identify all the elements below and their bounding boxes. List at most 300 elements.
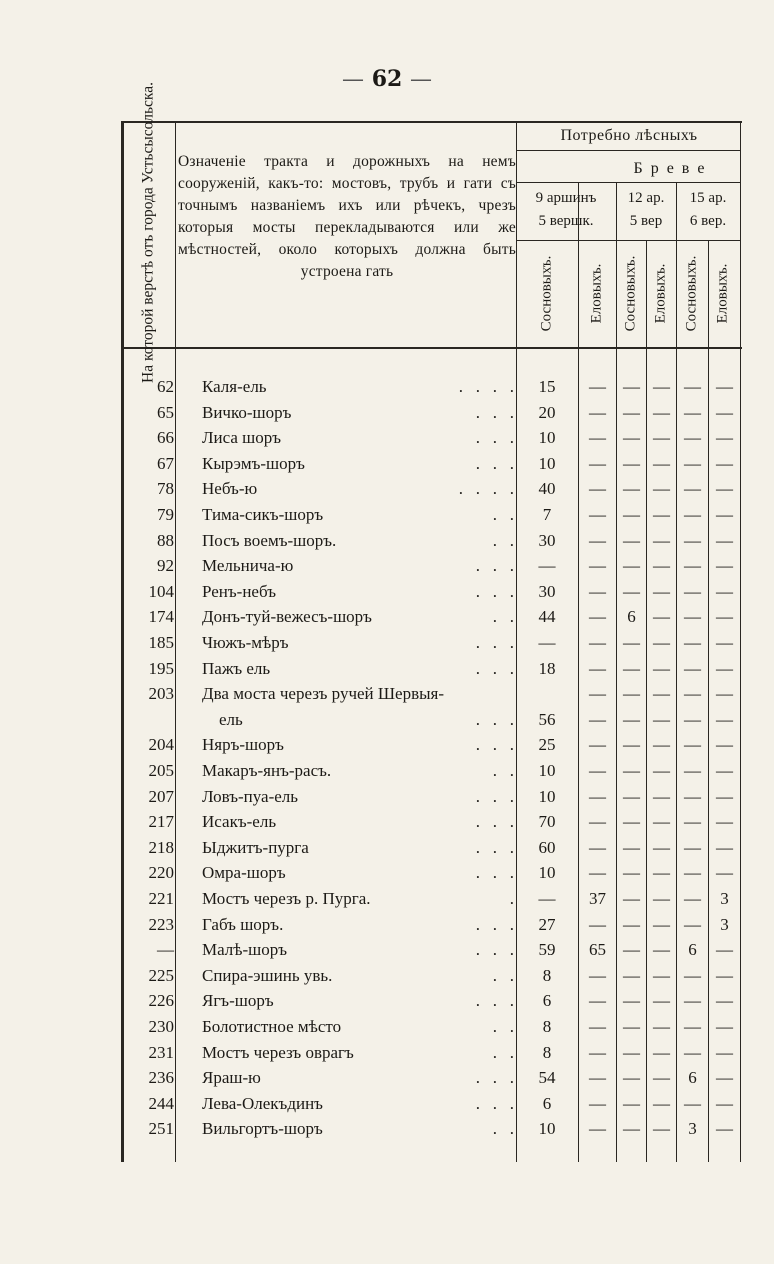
row-verst: 66: [157, 428, 174, 448]
row-value-col-6: —: [716, 940, 733, 960]
row-value-col-3: —: [623, 914, 640, 934]
row-name: Ыджитъ-пурга: [202, 837, 309, 857]
row-leader-dots: . . .: [475, 581, 514, 601]
row-value-col-2: —: [589, 735, 606, 755]
row-value-col-5: —: [684, 965, 701, 985]
table-row: [0, 784, 774, 810]
row-value-col-4: —: [653, 1042, 670, 1062]
table-row: [0, 1040, 774, 1066]
row-name: Мостъ черезъ оврагъ: [202, 1042, 354, 1062]
row-value-col-6: —: [716, 1068, 733, 1088]
row-value-col-4: —: [653, 1093, 670, 1113]
row-leader-dots: . . .: [475, 940, 514, 960]
row-verst: 226: [148, 991, 174, 1011]
row-value-col-4: —: [653, 1119, 670, 1139]
row-value-col-4: —: [653, 940, 670, 960]
row-value-col-2: —: [589, 1068, 606, 1088]
row-value-col-6: —: [716, 812, 733, 832]
row-value-col-4: —: [653, 863, 670, 883]
row-value-col-4: —: [653, 581, 670, 601]
row-value-col-3: —: [623, 479, 640, 499]
row-value-col-5: —: [684, 607, 701, 627]
row-value-col-6: 3: [720, 914, 729, 934]
row-name: Мостъ черезъ р. Пурга.: [202, 889, 371, 908]
row-value-col-5: —: [684, 914, 701, 934]
row-value-col-6: —: [716, 556, 733, 576]
row-value-col-3: —: [623, 505, 640, 524]
table-row: [0, 476, 774, 502]
row-value-col-2: —: [589, 505, 606, 524]
table-row: [0, 502, 774, 528]
row-leader-dots: . .: [492, 530, 514, 550]
header-pine-2: Сосновыхъ.: [622, 255, 639, 332]
row-value-col-6: —: [716, 1119, 733, 1139]
row-verst: 174: [148, 607, 174, 627]
row-value-col-3: —: [623, 786, 640, 806]
row-leader-dots: . . .: [475, 1093, 514, 1113]
row-value-col-6: —: [716, 863, 733, 883]
header-description: Означеніе тракта и дорожныхъ на немъ сооруженій, какъ-то: мостовъ, трубъ и гати съ точнымъ названіемъ ихъ или рѣчекъ, чрезъ которыя мосты перекладываются или же мѣстностей, около которыхъ должна быть устроена гать: [178, 153, 516, 280]
header-verst: На которой верстѣ отъ города Устьсысольска.: [139, 82, 157, 383]
row-verst: 217: [148, 812, 174, 832]
row-value-col-4: —: [653, 479, 670, 499]
row-value-col-1: 54: [538, 1068, 556, 1088]
row-value-col-1: 6: [542, 1093, 552, 1113]
row-value-col-5: —: [684, 428, 701, 448]
row-value-col-2: —: [589, 1093, 606, 1113]
row-value-col-6: —: [716, 607, 733, 627]
row-verst: 223: [148, 914, 174, 934]
row-name: Исакъ-ель: [202, 812, 277, 832]
row-verst: 65: [157, 402, 174, 422]
row-value-col-2: —: [589, 914, 606, 934]
row-name: Небъ-ю: [202, 479, 258, 499]
row-value-col-5: —: [684, 837, 701, 857]
row-leader-dots: . .: [492, 1042, 514, 1062]
row-name: Вильгортъ-шоръ: [202, 1119, 323, 1139]
row-name: Няръ-шоръ: [202, 735, 284, 755]
row-name: Тима-сикъ-шоръ: [202, 505, 324, 524]
row-value-col-1: 30: [538, 530, 556, 550]
row-value-col-3: —: [623, 812, 640, 832]
row-value-col-5: —: [684, 889, 701, 908]
row-leader-dots: . . .: [475, 837, 514, 857]
row-value-col-6: —: [716, 453, 733, 473]
header-size1-top: 9 аршинъ: [535, 190, 597, 206]
table-row: [0, 553, 774, 579]
row-value-col-1: 59: [538, 940, 556, 960]
row-verst: 203: [148, 684, 174, 704]
row-verst: 225: [148, 965, 174, 985]
hdr-line-needed: [516, 150, 741, 151]
header-size2-top: 12 ар.: [627, 190, 665, 206]
row-leader-dots: . . .: [475, 453, 514, 473]
row-value-col-5: —: [684, 684, 701, 704]
row-name: Пажъ ель: [202, 658, 271, 678]
table-row: [0, 707, 774, 733]
row-leader-dots: . . . .: [458, 479, 514, 499]
table-row: [0, 1014, 774, 1040]
row-value-col-2: —: [589, 633, 606, 652]
row-name: Вичко-шоръ: [202, 402, 292, 422]
row-value-col-5: —: [684, 453, 701, 473]
row-value-col-3: —: [623, 1119, 640, 1139]
row-value-col-3: —: [623, 530, 640, 550]
row-leader-dots: . .: [492, 761, 514, 780]
row-verst: 78: [157, 479, 174, 499]
row-value-col-2: —: [589, 684, 606, 704]
row-verst: 104: [148, 581, 174, 601]
table-row: [0, 758, 774, 784]
table-row: [0, 604, 774, 630]
row-value-col-5: 6: [688, 1068, 697, 1088]
row-verst: 231: [148, 1042, 174, 1062]
row-name: Яраш-ю: [202, 1068, 261, 1088]
header-size1-bottom: 5 вершк.: [538, 213, 594, 229]
row-value-col-2: —: [589, 1119, 606, 1139]
row-value-col-3: —: [623, 889, 640, 908]
row-value-col-1: 7: [542, 505, 552, 524]
row-name: Ренъ-небъ: [202, 581, 276, 601]
row-verst: 221: [148, 889, 174, 908]
row-value-col-1: 70: [538, 812, 556, 832]
row-value-col-6: —: [716, 581, 733, 601]
row-name: Габъ шоръ.: [202, 914, 284, 934]
row-value-col-4: —: [653, 633, 670, 652]
row-value-col-4: —: [653, 991, 670, 1011]
table-row: [0, 860, 774, 886]
row-value-col-2: —: [589, 607, 606, 627]
row-value-col-5: —: [684, 812, 701, 832]
row-value-col-6: —: [716, 633, 733, 652]
row-value-col-6: —: [716, 402, 733, 422]
row-value-col-2: —: [589, 761, 606, 780]
table-row: [0, 912, 774, 938]
table-row: [0, 886, 774, 912]
row-leader-dots: . .: [492, 505, 514, 524]
row-value-col-4: —: [653, 761, 670, 780]
row-value-col-2: —: [589, 453, 606, 473]
header-size2-bottom: 5 вер: [629, 213, 663, 229]
row-value-col-1: 18: [538, 658, 556, 678]
table-row: [0, 681, 774, 707]
row-value-col-3: —: [623, 428, 640, 448]
row-value-col-2: —: [589, 428, 606, 448]
row-value-col-3: —: [623, 837, 640, 857]
row-value-col-1: 60: [538, 837, 556, 857]
table-top-border: [121, 121, 742, 123]
hdr-line-logs: [516, 182, 741, 183]
table-row: [0, 732, 774, 758]
row-name: Мельнича-ю: [202, 556, 294, 576]
row-name: Болотистное мѣсто: [202, 1017, 342, 1036]
row-value-col-6: —: [716, 428, 733, 448]
row-leader-dots: . . .: [475, 402, 514, 422]
row-value-col-1: 10: [538, 761, 556, 780]
row-value-col-1: 20: [538, 402, 556, 422]
row-value-col-1: 56: [538, 709, 556, 729]
row-value-col-4: —: [653, 530, 670, 550]
row-value-col-3: —: [623, 377, 640, 396]
row-leader-dots: . .: [492, 965, 514, 985]
table-row: [0, 1091, 774, 1117]
row-value-col-6: —: [716, 786, 733, 806]
table-row: [0, 656, 774, 682]
table-row: [0, 630, 774, 656]
row-value-col-1: 6: [542, 991, 552, 1011]
row-value-col-4: —: [653, 658, 670, 678]
row-leader-dots: .: [509, 889, 514, 908]
row-value-col-3: —: [623, 735, 640, 755]
row-value-col-2: —: [589, 837, 606, 857]
row-value-col-1: 10: [538, 453, 556, 473]
row-value-col-2: —: [589, 530, 606, 550]
row-value-col-3: —: [623, 1093, 640, 1113]
row-value-col-1: 8: [542, 1017, 552, 1036]
row-name: Спира-эшинь увь.: [202, 965, 333, 985]
row-verst: 236: [148, 1068, 174, 1088]
row-value-col-6: —: [716, 1093, 733, 1113]
row-value-col-2: —: [589, 377, 606, 396]
row-value-col-3: —: [623, 633, 640, 652]
row-value-col-1: [518, 681, 576, 707]
row-value-col-6: —: [716, 1017, 733, 1036]
row-value-col-5: —: [684, 658, 701, 678]
row-value-col-1: —: [538, 556, 556, 576]
row-verst: 244: [148, 1093, 174, 1113]
row-value-col-4: —: [653, 914, 670, 934]
row-value-col-2: —: [589, 1017, 606, 1036]
row-leader-dots: . . . .: [458, 377, 514, 396]
row-value-col-6: —: [716, 965, 733, 985]
row-value-col-6: —: [716, 505, 733, 524]
row-value-col-3: —: [623, 658, 640, 678]
row-value-col-1: 8: [542, 1042, 552, 1062]
row-value-col-5: —: [684, 1017, 701, 1036]
row-value-col-1: 8: [542, 965, 552, 985]
row-value-col-3: —: [623, 1068, 640, 1088]
row-verst: 251: [148, 1119, 174, 1139]
page-number: [0, 66, 774, 92]
row-value-col-1: —: [538, 889, 556, 908]
row-verst: —: [157, 940, 174, 960]
table-row: [0, 1065, 774, 1091]
row-value-col-3: —: [623, 684, 640, 704]
table-row: [0, 374, 774, 400]
row-value-col-5: —: [684, 530, 701, 550]
row-value-col-4: —: [653, 607, 670, 627]
row-leader-dots: . .: [492, 1119, 514, 1139]
row-value-col-3: —: [623, 940, 640, 960]
row-value-col-1: 10: [538, 786, 556, 806]
row-verst: 195: [148, 658, 174, 678]
header-size3-top: 15 ар.: [689, 190, 727, 206]
row-value-col-1: 10: [538, 428, 556, 448]
row-leader-dots: . . .: [475, 914, 514, 934]
header-pine-1: Сосновыхъ.: [538, 255, 555, 332]
row-leader-dots: . . .: [475, 863, 514, 883]
row-value-col-3: —: [623, 991, 640, 1011]
row-value-col-2: —: [589, 1042, 606, 1062]
page-number-dash-right: —: [409, 67, 432, 92]
row-value-col-2: —: [589, 581, 606, 601]
row-leader-dots: . . .: [475, 1068, 514, 1088]
row-value-col-4: —: [653, 377, 670, 396]
table-row: [0, 937, 774, 963]
row-value-col-2: —: [589, 965, 606, 985]
row-value-col-5: —: [684, 556, 701, 576]
row-verst: 218: [148, 837, 174, 857]
row-verst: 88: [157, 530, 174, 550]
table-row: [0, 400, 774, 426]
row-value-col-6: —: [716, 1042, 733, 1062]
row-name: Два моста черезъ ручей Шервыя-: [202, 684, 445, 704]
row-value-col-5: —: [684, 633, 701, 652]
row-leader-dots: . . .: [475, 735, 514, 755]
row-value-col-6: —: [716, 479, 733, 499]
row-value-col-3: —: [623, 863, 640, 883]
row-value-col-2: 37: [589, 889, 606, 908]
row-value-col-4: —: [653, 1017, 670, 1036]
row-name: Кырэмъ-шоръ: [202, 453, 305, 473]
table-row: [0, 528, 774, 554]
row-value-col-2: —: [589, 402, 606, 422]
row-verst: 205: [148, 761, 174, 780]
row-verst: 62: [157, 377, 174, 396]
row-value-col-1: 10: [538, 863, 556, 883]
row-value-col-2: —: [589, 556, 606, 576]
row-value-col-3: —: [623, 402, 640, 422]
row-leader-dots: . . .: [475, 633, 514, 652]
row-name: Лиса шоръ: [202, 428, 282, 448]
hdr-line-bottom: [121, 347, 742, 349]
row-value-col-3: —: [623, 581, 640, 601]
hdr-line-sizes: [516, 240, 741, 241]
header-needed: Потребно лѣсныхъ: [560, 127, 698, 144]
row-value-col-4: —: [653, 402, 670, 422]
row-verst: 67: [157, 453, 174, 473]
row-value-col-5: 3: [688, 1119, 697, 1139]
row-name: Донъ-туй-вежесъ-шоръ: [202, 607, 372, 627]
table-row: [0, 809, 774, 835]
row-value-col-2: —: [589, 991, 606, 1011]
row-value-col-3: —: [623, 1017, 640, 1036]
row-value-col-6: —: [716, 684, 733, 704]
row-leader-dots: . .: [492, 607, 514, 627]
row-name: Чюжъ-мѣръ: [202, 633, 289, 652]
header-logs: Б р е в е: [633, 160, 707, 177]
table-row: [0, 425, 774, 451]
row-verst: 230: [148, 1017, 174, 1036]
page-number-value: 62: [371, 66, 403, 92]
row-leader-dots: . . .: [475, 709, 514, 729]
row-value-col-6: —: [716, 837, 733, 857]
row-value-col-6: —: [716, 735, 733, 755]
row-value-col-4: —: [653, 453, 670, 473]
row-verst: 204: [148, 735, 174, 755]
row-name: Посъ воемъ-шоръ.: [202, 530, 337, 550]
row-value-col-5: —: [684, 479, 701, 499]
row-leader-dots: . .: [492, 1017, 514, 1036]
header-spruce-1: Еловыхъ.: [588, 263, 605, 324]
row-name: Макаръ-янъ-расъ.: [202, 761, 332, 780]
row-value-col-6: —: [716, 377, 733, 396]
row-value-col-4: —: [653, 505, 670, 524]
row-value-col-6: —: [716, 761, 733, 780]
row-value-col-4: —: [653, 837, 670, 857]
row-value-col-6: —: [716, 658, 733, 678]
row-value-col-3: —: [623, 761, 640, 780]
row-value-col-5: —: [684, 581, 701, 601]
row-verst: [122, 707, 174, 733]
row-value-col-5: —: [684, 505, 701, 524]
row-value-col-5: —: [684, 786, 701, 806]
header-spruce-3: Еловыхъ.: [714, 263, 731, 324]
row-value-col-4: —: [653, 556, 670, 576]
row-value-col-5: —: [684, 377, 701, 396]
row-value-col-3: —: [623, 453, 640, 473]
row-verst: 79: [157, 505, 174, 524]
row-value-col-2: —: [589, 479, 606, 499]
row-value-col-5: —: [684, 735, 701, 755]
row-value-col-5: —: [684, 863, 701, 883]
row-verst: 220: [148, 863, 174, 883]
row-value-col-5: —: [684, 761, 701, 780]
row-leader-dots: . . .: [475, 786, 514, 806]
table-row: [0, 963, 774, 989]
table-row: [0, 451, 774, 477]
row-value-col-1: 44: [538, 607, 556, 627]
row-verst: 92: [157, 556, 174, 576]
row-value-col-1: 25: [538, 735, 556, 755]
row-value-col-2: —: [589, 786, 606, 806]
row-value-col-6: —: [716, 709, 733, 729]
table-row: [0, 988, 774, 1014]
row-value-col-4: —: [653, 1068, 670, 1088]
table-row: [0, 835, 774, 861]
row-value-col-1: 30: [538, 581, 556, 601]
row-name: Лева-Олекъдинъ: [202, 1093, 323, 1113]
row-value-col-1: 27: [538, 914, 556, 934]
row-value-col-4: —: [653, 735, 670, 755]
row-value-col-5: 6: [688, 940, 697, 960]
row-value-col-4: —: [653, 428, 670, 448]
row-value-col-3: 6: [627, 607, 636, 627]
row-value-col-1: —: [538, 633, 556, 652]
row-value-col-3: —: [623, 965, 640, 985]
row-value-col-3: —: [623, 556, 640, 576]
row-value-col-3: —: [623, 709, 640, 729]
row-value-col-4: —: [653, 812, 670, 832]
row-value-col-2: —: [589, 812, 606, 832]
row-value-col-3: —: [623, 1042, 640, 1062]
header-pine-3: Сосновыхъ.: [683, 255, 700, 332]
row-name: Омра-шоръ: [202, 863, 286, 883]
row-name: Каля-ель: [202, 377, 267, 396]
row-value-col-2: —: [589, 863, 606, 883]
row-value-col-1: 10: [538, 1119, 556, 1139]
row-value-col-4: —: [653, 684, 670, 704]
row-name: ель: [202, 709, 243, 729]
row-leader-dots: . . .: [475, 658, 514, 678]
row-leader-dots: . . .: [475, 812, 514, 832]
row-value-col-1: 15: [538, 377, 556, 396]
row-value-col-1: 40: [538, 479, 556, 499]
row-leader-dots: . . .: [475, 428, 514, 448]
table-row: [0, 1116, 774, 1142]
row-leader-dots: . . .: [475, 991, 514, 1011]
row-name: Малѣ-шоръ: [202, 940, 288, 960]
